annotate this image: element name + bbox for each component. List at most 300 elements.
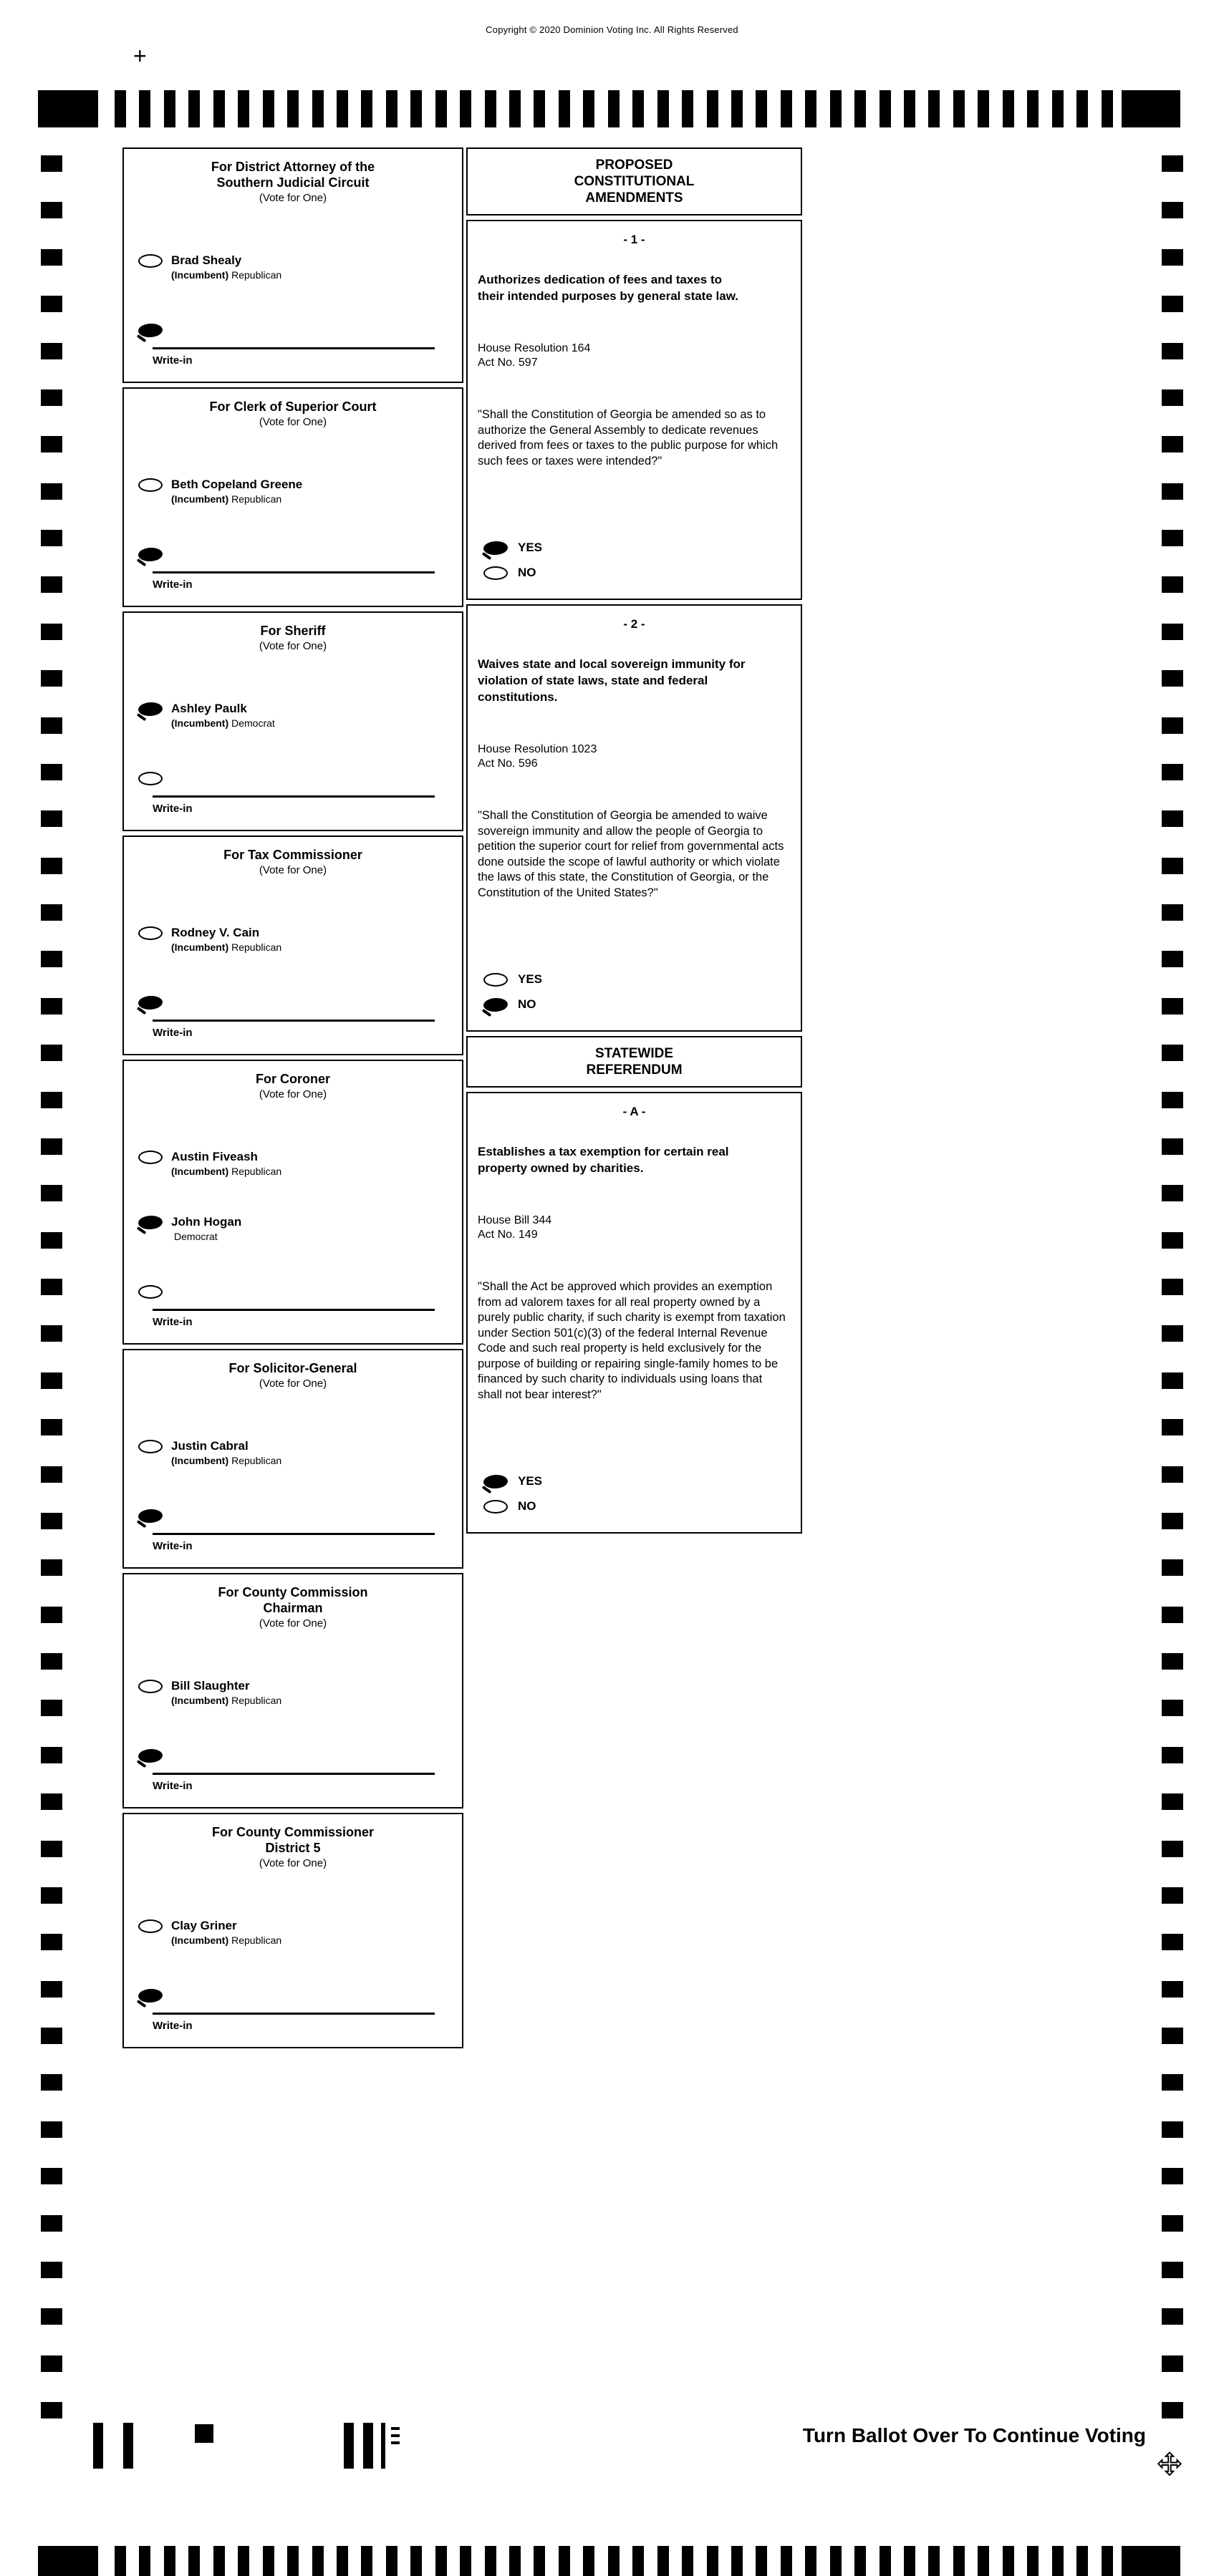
contest-header <box>124 1824 462 1870</box>
timing-mark <box>657 90 669 127</box>
contests-column <box>122 147 463 2053</box>
timing-mark <box>164 2546 175 2576</box>
timing-mark <box>1162 1092 1183 1108</box>
timing-mark <box>1027 2546 1039 2576</box>
measure-options <box>478 1474 791 1514</box>
timing-mark <box>41 155 62 172</box>
yes-oval[interactable] <box>483 541 509 556</box>
timing-mark <box>1027 90 1039 127</box>
alignment-mark <box>391 2434 400 2437</box>
no-option[interactable] <box>478 997 791 1012</box>
amendments-header-text: PROPOSED CONSTITUTIONAL AMENDMENTS <box>574 158 695 205</box>
contest-header <box>124 399 462 429</box>
yes-oval[interactable] <box>483 1474 509 1489</box>
write-in-line[interactable] <box>153 1773 435 1775</box>
write-in-option[interactable] <box>124 1748 462 1766</box>
yes-option[interactable] <box>478 1474 791 1488</box>
timing-mark <box>682 90 693 127</box>
write-in-oval[interactable] <box>138 1285 163 1299</box>
contest-header <box>124 1071 462 1101</box>
amendments-header <box>466 147 802 216</box>
vote-oval[interactable] <box>138 254 163 268</box>
contest-header <box>124 623 462 653</box>
measure-references <box>478 1214 791 1242</box>
timing-mark <box>41 436 62 452</box>
timing-mark <box>337 2546 348 2576</box>
timing-mark <box>41 1279 62 1295</box>
timing-mark <box>238 90 249 127</box>
timing-mark <box>41 1185 62 1201</box>
measure-summary: Establishes a tax exemption for certain real property owned by charities. <box>478 1145 729 1175</box>
timing-mark <box>1052 90 1064 127</box>
candidate-party: (Incumbent) Republican <box>171 941 282 953</box>
turn-ballot-over-instruction: Turn Ballot Over To Continue Voting <box>802 2424 1146 2446</box>
timing-mark <box>41 202 62 218</box>
no-oval[interactable] <box>483 997 509 1012</box>
timing-mark <box>509 2546 521 2576</box>
timing-mark <box>1162 1185 1183 1201</box>
candidate-option[interactable] <box>124 1679 462 1707</box>
timing-mark <box>263 2546 274 2576</box>
timing-mark <box>1162 1793 1183 1810</box>
vote-oval[interactable] <box>138 478 163 492</box>
timing-mark <box>880 2546 891 2576</box>
timing-mark <box>1162 1138 1183 1155</box>
timing-mark <box>410 90 422 127</box>
no-option[interactable] <box>478 566 791 580</box>
contest-county-commission-chairman <box>122 1573 463 1808</box>
timing-corner-block <box>38 90 98 127</box>
timing-mark <box>41 249 62 266</box>
timing-mark <box>1162 998 1183 1015</box>
timing-mark <box>188 90 200 127</box>
timing-mark <box>41 343 62 359</box>
timing-mark <box>41 296 62 312</box>
timing-mark <box>41 1419 62 1435</box>
candidate-party: (Incumbent) Republican <box>171 1455 282 1466</box>
write-in-option[interactable] <box>124 547 462 565</box>
measure-ref-line-1: House Bill 344 <box>478 1214 552 1226</box>
timing-mark <box>1162 1419 1183 1435</box>
timing-mark <box>805 90 816 127</box>
timing-mark <box>1076 90 1088 127</box>
yes-label: YES <box>518 1474 543 1488</box>
write-in-line[interactable] <box>153 571 435 573</box>
timing-mark <box>41 1934 62 1950</box>
timing-mark <box>1162 951 1183 967</box>
vote-oval[interactable] <box>138 1215 163 1230</box>
timing-mark <box>904 90 915 127</box>
write-in-line[interactable] <box>153 1309 435 1311</box>
timing-mark <box>1162 2121 1183 2138</box>
contest-title: For Tax Commissioner <box>223 848 362 862</box>
vote-oval[interactable] <box>138 1919 163 1933</box>
amendment-1 <box>466 220 802 600</box>
timing-mark <box>41 2262 62 2278</box>
amendment-2 <box>466 604 802 1032</box>
write-in-oval[interactable] <box>138 323 163 338</box>
timing-mark <box>731 90 743 127</box>
no-label: NO <box>518 1499 536 1513</box>
contest-subtitle: (Vote for One) <box>259 416 327 428</box>
alignment-mark <box>344 2423 354 2469</box>
timing-mark <box>312 2546 324 2576</box>
write-in-line[interactable] <box>153 2013 435 2015</box>
yes-option[interactable] <box>478 972 791 987</box>
measure-question: "Shall the Constitution of Georgia be amended to waive sovereign immunity and allow the people of Georgia to petition the superior court for relief from governmental acts done outside the scope of lawful authority or which violate the laws of this state, the Constitution of Georgia, or the Constitution of the United States?" <box>478 809 784 899</box>
timing-mark <box>1162 1981 1183 1998</box>
four-way-arrow-icon <box>1155 2450 1185 2480</box>
measures-column <box>466 147 802 1538</box>
candidate-option[interactable] <box>124 702 462 730</box>
timing-mark <box>928 2546 940 2576</box>
timing-mark <box>854 2546 866 2576</box>
timing-mark <box>115 2546 126 2576</box>
timing-mark <box>1162 764 1183 780</box>
contest-title: For County Commission Chairman <box>218 1585 368 1615</box>
measure-ref-line-2: Act No. 597 <box>478 357 538 369</box>
timing-mark <box>41 1138 62 1155</box>
timing-mark <box>41 1513 62 1529</box>
timing-mark <box>1162 717 1183 734</box>
timing-mark <box>41 2168 62 2184</box>
timing-mark <box>1162 2355 1183 2372</box>
timing-mark <box>1162 1232 1183 1249</box>
write-in-line[interactable] <box>153 347 435 349</box>
timing-mark <box>1052 2546 1064 2576</box>
write-in-oval[interactable] <box>138 772 163 785</box>
candidate-name: Rodney V. Cain <box>171 926 260 939</box>
timing-mark <box>164 90 175 127</box>
timing-mark <box>287 90 299 127</box>
timing-mark <box>139 90 150 127</box>
referendum-header <box>466 1036 802 1088</box>
timing-mark-row-top <box>115 90 1113 127</box>
write-in-line[interactable] <box>153 1020 435 1022</box>
timing-mark-row-bottom <box>115 2546 1113 2576</box>
timing-mark <box>41 2074 62 2091</box>
referendum-header-text: STATEWIDE REFERENDUM <box>586 1046 683 1078</box>
write-in-option[interactable] <box>124 771 462 789</box>
write-in-label: Write-in <box>153 354 193 367</box>
alignment-mark <box>391 2441 400 2444</box>
timing-mark <box>41 1325 62 1342</box>
measure-number: - 1 - <box>623 233 645 246</box>
timing-corner-block <box>1122 2546 1180 2576</box>
referendum-a <box>466 1092 802 1534</box>
candidate-party: (Incumbent) Republican <box>171 269 282 281</box>
measure-summary: Authorizes dedication of fees and taxes to their intended purposes by general state law. <box>478 273 739 303</box>
alignment-mark <box>381 2423 385 2469</box>
vote-oval[interactable] <box>138 926 163 940</box>
candidate-option[interactable] <box>124 478 462 505</box>
timing-mark <box>830 2546 842 2576</box>
timing-mark <box>41 576 62 593</box>
candidate-name: Ashley Paulk <box>171 702 247 715</box>
timing-mark <box>1162 1841 1183 1857</box>
timing-mark <box>41 2121 62 2138</box>
timing-mark <box>1162 155 1183 172</box>
timing-mark <box>238 2546 249 2576</box>
measure-ref-line-2: Act No. 149 <box>478 1229 538 1241</box>
candidate-name: Brad Shealy <box>171 253 242 267</box>
timing-mark <box>410 2546 422 2576</box>
contest-header <box>124 159 462 205</box>
vote-oval[interactable] <box>138 1680 163 1693</box>
timing-mark <box>657 2546 669 2576</box>
timing-mark <box>707 90 718 127</box>
write-in-label: Write-in <box>153 1316 193 1328</box>
contest-header <box>124 847 462 877</box>
measure-ref-line-1: House Resolution 164 <box>478 342 591 354</box>
write-in-label: Write-in <box>153 1540 193 1552</box>
timing-mark <box>805 2546 816 2576</box>
contest-header <box>124 1584 462 1630</box>
contest-title: For Sheriff <box>260 624 326 638</box>
timing-mark <box>707 2546 718 2576</box>
timing-mark <box>41 2355 62 2372</box>
timing-mark <box>1162 389 1183 406</box>
candidate-party: (Incumbent) Republican <box>171 1935 282 1946</box>
timing-mark <box>386 2546 397 2576</box>
timing-mark <box>1162 1279 1183 1295</box>
candidate-party: (Incumbent) Republican <box>171 493 282 505</box>
vote-oval[interactable] <box>138 1440 163 1453</box>
timing-mark <box>41 1981 62 1998</box>
timing-mark <box>632 2546 644 2576</box>
timing-mark <box>41 1887 62 1904</box>
timing-mark <box>1162 436 1183 452</box>
timing-mark <box>1162 2402 1183 2418</box>
contest-title: For Coroner <box>255 1072 330 1086</box>
write-in-oval[interactable] <box>138 547 163 562</box>
write-in-oval[interactable] <box>138 1748 163 1763</box>
timing-mark <box>1162 2308 1183 2325</box>
timing-mark <box>41 670 62 687</box>
timing-mark <box>1003 2546 1014 2576</box>
timing-mark <box>1162 1747 1183 1763</box>
candidate-name: Clay Griner <box>171 1919 237 1932</box>
timing-corner-block <box>1122 90 1180 127</box>
timing-mark <box>534 2546 545 2576</box>
timing-mark <box>337 90 348 127</box>
alignment-mark <box>93 2423 103 2469</box>
timing-mark <box>1162 576 1183 593</box>
timing-mark <box>188 2546 200 2576</box>
write-in-line[interactable] <box>153 795 435 798</box>
timing-mark <box>41 1045 62 1061</box>
write-in-option[interactable] <box>124 323 462 341</box>
timing-mark <box>41 951 62 967</box>
no-option[interactable] <box>478 1499 791 1514</box>
contest-coroner <box>122 1060 463 1345</box>
timing-mark <box>756 90 767 127</box>
measure-ref-line-2: Act No. 596 <box>478 757 538 770</box>
write-in-oval[interactable] <box>138 1509 163 1524</box>
timing-mark <box>1162 2168 1183 2184</box>
timing-mark <box>41 764 62 780</box>
timing-mark <box>1162 1887 1183 1904</box>
candidate-name: Bill Slaughter <box>171 1679 250 1693</box>
write-in-option[interactable] <box>124 1988 462 2006</box>
timing-mark <box>41 2028 62 2044</box>
timing-mark <box>41 1841 62 1857</box>
write-in-label: Write-in <box>153 1780 193 1792</box>
copyright-line: Copyright © 2020 Dominion Voting Inc. All Rights Reserved <box>486 24 738 35</box>
contest-clerk-superior-court <box>122 387 463 607</box>
timing-mark <box>830 90 842 127</box>
timing-mark <box>978 2546 989 2576</box>
timing-mark <box>41 1793 62 1810</box>
timing-mark <box>731 2546 743 2576</box>
contest-solicitor-general <box>122 1349 463 1569</box>
contest-subtitle: (Vote for One) <box>259 1088 327 1100</box>
vote-oval[interactable] <box>138 1151 163 1164</box>
candidate-party: Democrat <box>174 1231 218 1242</box>
measure-number: - 2 - <box>623 617 645 631</box>
timing-mark <box>1162 1607 1183 1623</box>
timing-mark <box>928 90 940 127</box>
timing-mark <box>1162 810 1183 827</box>
measure-number: - A - <box>622 1105 646 1118</box>
timing-mark <box>485 2546 496 2576</box>
contest-subtitle: (Vote for One) <box>259 640 327 652</box>
no-oval[interactable] <box>483 566 508 580</box>
contest-subtitle: (Vote for One) <box>259 1617 327 1630</box>
timing-mark <box>1162 2028 1183 2044</box>
timing-mark <box>1162 904 1183 921</box>
no-label: NO <box>518 566 536 579</box>
timing-mark <box>1162 296 1183 312</box>
contest-sheriff <box>122 611 463 831</box>
timing-mark <box>608 90 620 127</box>
timing-mark <box>953 2546 965 2576</box>
candidate-option[interactable] <box>124 1919 462 1947</box>
candidate-name: Austin Fiveash <box>171 1150 258 1163</box>
measure-references <box>478 742 791 771</box>
contest-title: For Solicitor-General <box>228 1361 357 1375</box>
registration-plus-mark: + <box>133 43 147 69</box>
timing-mark <box>361 2546 372 2576</box>
timing-mark <box>559 90 570 127</box>
timing-mark <box>139 2546 150 2576</box>
timing-mark <box>682 2546 693 2576</box>
timing-mark <box>41 810 62 827</box>
contest-subtitle: (Vote for One) <box>259 192 327 204</box>
timing-mark <box>41 1466 62 1483</box>
timing-mark <box>386 90 397 127</box>
timing-mark <box>115 90 126 127</box>
candidate-party: (Incumbent) Republican <box>171 1166 282 1177</box>
timing-mark <box>1162 1559 1183 1576</box>
vote-oval[interactable] <box>138 702 163 717</box>
contest-district-attorney <box>122 147 463 383</box>
timing-mark <box>41 483 62 500</box>
write-in-label: Write-in <box>153 803 193 815</box>
timing-mark <box>312 90 324 127</box>
alignment-mark <box>195 2424 213 2443</box>
timing-mark <box>953 90 965 127</box>
timing-mark <box>287 2546 299 2576</box>
write-in-oval[interactable] <box>138 1988 163 2003</box>
candidate-option[interactable] <box>124 1150 462 1178</box>
timing-mark <box>583 90 594 127</box>
timing-mark <box>781 2546 792 2576</box>
contest-header <box>124 1360 462 1390</box>
measure-options <box>478 972 791 1012</box>
no-label: NO <box>518 997 536 1011</box>
candidate-option[interactable] <box>124 1215 462 1243</box>
timing-mark <box>583 2546 594 2576</box>
yes-oval[interactable] <box>483 973 508 987</box>
contest-title: For District Attorney of the Southern Judicial Circuit <box>211 160 375 190</box>
alignment-mark <box>123 2423 133 2469</box>
no-oval[interactable] <box>483 1500 508 1514</box>
write-in-line[interactable] <box>153 1533 435 1535</box>
timing-mark <box>1162 1934 1183 1950</box>
timing-mark <box>41 1372 62 1389</box>
timing-mark <box>1102 2546 1113 2576</box>
timing-mark <box>781 90 792 127</box>
timing-mark <box>1162 1513 1183 1529</box>
timing-mark <box>854 90 866 127</box>
timing-mark <box>41 624 62 640</box>
timing-mark <box>1162 530 1183 546</box>
timing-mark <box>41 904 62 921</box>
timing-mark <box>41 1607 62 1623</box>
timing-mark <box>1102 90 1113 127</box>
measure-options <box>478 541 791 580</box>
write-in-option[interactable] <box>124 1509 462 1526</box>
candidate-option[interactable] <box>124 253 462 281</box>
timing-mark <box>460 2546 471 2576</box>
contest-subtitle: (Vote for One) <box>259 864 327 876</box>
timing-mark <box>1162 2074 1183 2091</box>
yes-label: YES <box>518 972 543 986</box>
alignment-mark <box>363 2423 373 2469</box>
write-in-label: Write-in <box>153 2020 193 2032</box>
timing-mark <box>41 1653 62 1670</box>
timing-mark-column-left <box>41 155 62 2418</box>
timing-mark <box>559 2546 570 2576</box>
alignment-mark <box>391 2427 400 2430</box>
timing-mark <box>41 858 62 874</box>
timing-mark <box>978 90 989 127</box>
timing-mark <box>41 530 62 546</box>
candidate-option[interactable] <box>124 926 462 954</box>
write-in-option[interactable] <box>124 995 462 1013</box>
yes-label: YES <box>518 541 543 554</box>
timing-mark <box>904 2546 915 2576</box>
candidate-name: Beth Copeland Greene <box>171 478 303 491</box>
timing-mark <box>41 1092 62 1108</box>
timing-mark <box>1162 2262 1183 2278</box>
timing-mark <box>1162 1372 1183 1389</box>
candidate-option[interactable] <box>124 1439 462 1467</box>
yes-option[interactable] <box>478 541 791 555</box>
contest-subtitle: (Vote for One) <box>259 1377 327 1390</box>
timing-mark-column-right <box>1162 155 1183 2418</box>
timing-mark <box>41 717 62 734</box>
timing-mark <box>263 90 274 127</box>
contest-subtitle: (Vote for One) <box>259 1857 327 1869</box>
write-in-option[interactable] <box>124 1284 462 1302</box>
write-in-oval[interactable] <box>138 995 163 1010</box>
timing-mark <box>509 90 521 127</box>
timing-mark <box>880 90 891 127</box>
timing-mark <box>534 90 545 127</box>
contest-title: For County Commissioner District 5 <box>211 1825 375 1855</box>
